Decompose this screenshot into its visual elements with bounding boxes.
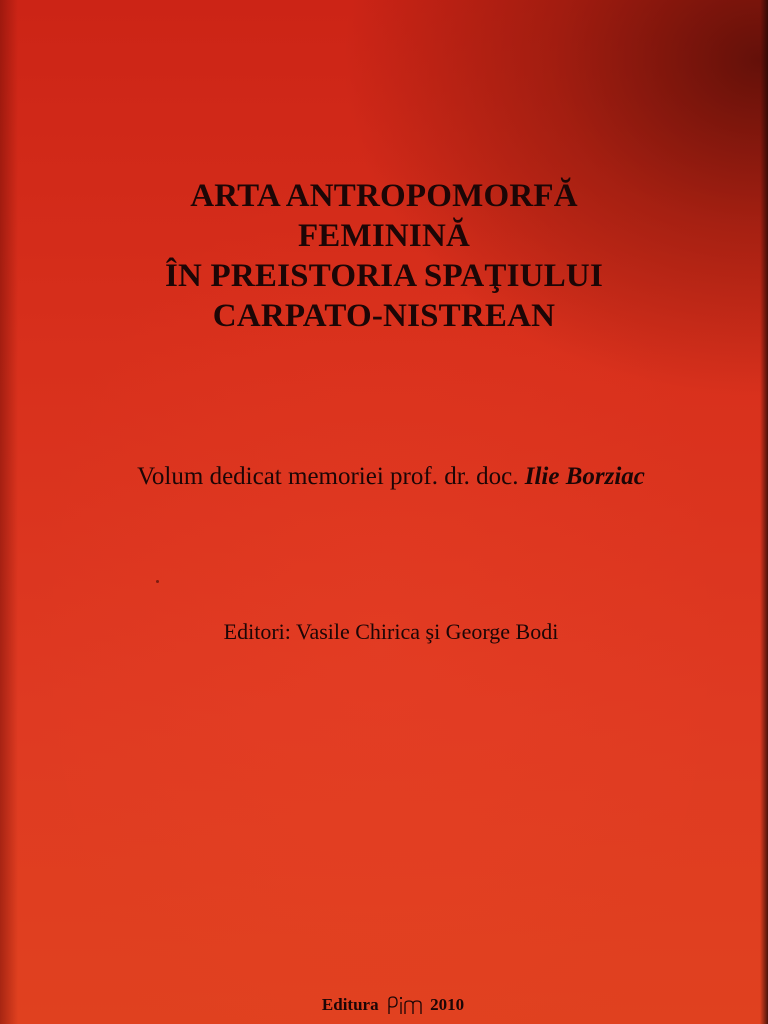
title-line-4: CARPATO-NISTREAN	[212, 298, 556, 334]
title-line-3: ÎN PREISTORIA SPAŢIULUI	[165, 258, 603, 294]
publisher-year: 2010	[430, 995, 465, 1015]
publisher-logo-icon	[386, 994, 424, 1016]
editors-line: Editori: Vasile Chirica şi George Bodi	[223, 619, 559, 644]
title-line-1: ARTA ANTROPOMORFĂ	[190, 178, 578, 214]
print-speck	[156, 580, 159, 583]
dedication-name: Ilie Borziac	[524, 463, 645, 490]
cover-right-edge-shadow	[760, 0, 768, 1024]
book-title	[0, 176, 768, 336]
title-line-2: FEMININĂ	[297, 218, 471, 254]
publisher-line	[0, 992, 768, 1017]
dedication-line	[0, 461, 768, 493]
dedication-prefix: Volum dedicat memoriei prof. dr. doc.	[137, 463, 519, 490]
publisher-prefix: Editura	[321, 995, 379, 1015]
cover-left-edge-shadow	[0, 0, 18, 1024]
